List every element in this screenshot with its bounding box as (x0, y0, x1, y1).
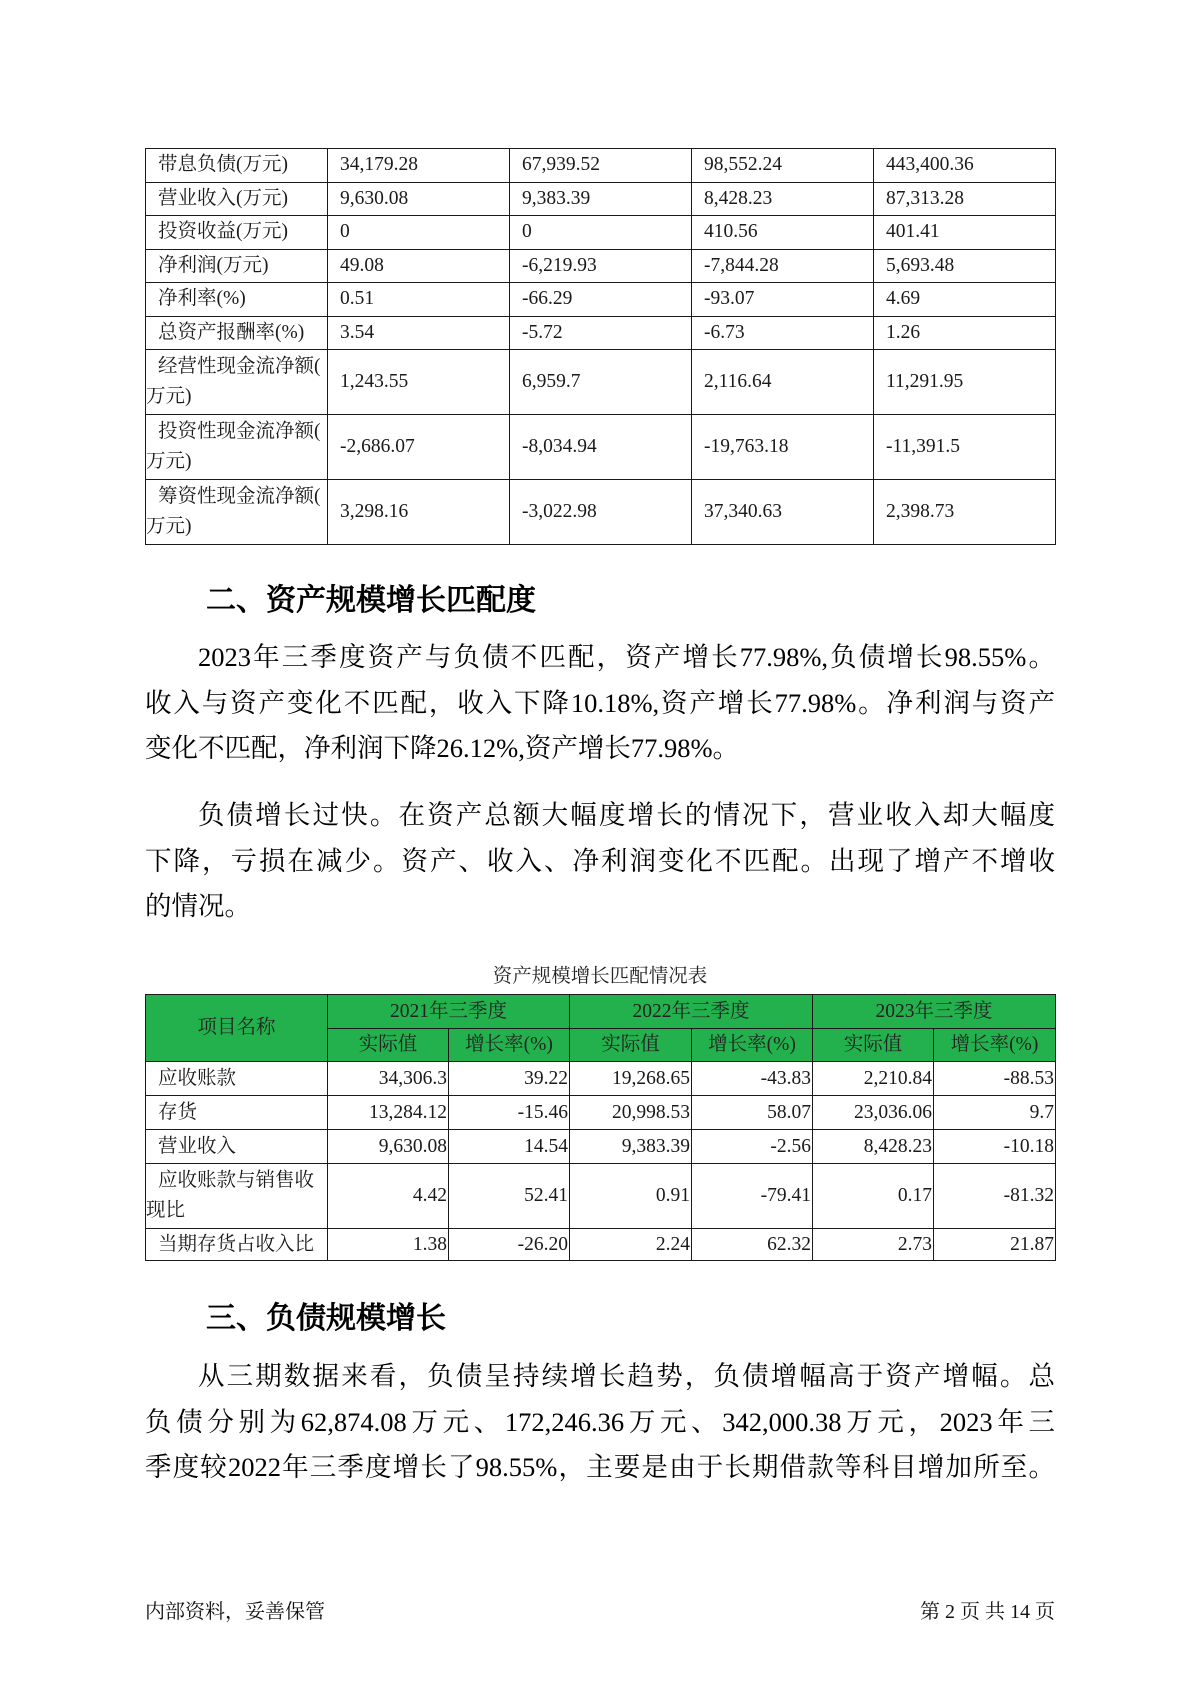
table-cell: -3,022.98 (510, 480, 692, 545)
paragraph-line: 从三期数据来看，负债呈持续增长趋势，负债增幅高于资产增幅。总 (198, 1361, 1055, 1391)
row-label: 带息负债(万元) (146, 149, 328, 183)
table-cell: 0.91 (570, 1164, 692, 1229)
table-cell: -11,391.5 (874, 415, 1056, 480)
table-cell: 4.42 (328, 1164, 449, 1229)
table-row (146, 1062, 1056, 1096)
table-cell: 4.69 (874, 283, 1056, 317)
column-header-growth: 增长率(%) (692, 1029, 813, 1062)
table-row (146, 1130, 1056, 1164)
table-cell: 62.32 (692, 1229, 813, 1261)
row-label-line: 经营性现金流净额( (158, 356, 321, 377)
paragraph-line: 的情况。 (145, 891, 251, 921)
table-row (146, 316, 1056, 350)
table-cell: -5.72 (510, 316, 692, 350)
row-label (146, 480, 328, 545)
table-cell: -81.32 (934, 1164, 1056, 1229)
row-label-line: 投资性现金流净额( (158, 421, 321, 442)
row-label: 营业收入(万元) (146, 182, 328, 216)
table-row (146, 249, 1056, 283)
table-row (146, 415, 1056, 480)
table-cell: -6,219.93 (510, 249, 692, 283)
table-cell: 34,306.3 (328, 1062, 449, 1096)
table-cell: -15.46 (449, 1096, 570, 1130)
table-row (146, 283, 1056, 317)
table-cell: 20,998.53 (570, 1096, 692, 1130)
table-cell: -43.83 (692, 1062, 813, 1096)
table-cell: 3.54 (328, 316, 510, 350)
table-row (146, 480, 1056, 545)
table-cell: 23,036.06 (813, 1096, 934, 1130)
table-cell: -8,034.94 (510, 415, 692, 480)
row-label-line: 万元) (146, 451, 192, 472)
section-heading: 二、资产规模增长匹配度 (206, 584, 536, 617)
table-cell: 0.51 (328, 283, 510, 317)
column-header-period: 2021年三季度 (328, 995, 570, 1029)
table-cell: -2,686.07 (328, 415, 510, 480)
row-label-line: 应收账款与销售收 (158, 1170, 315, 1191)
table-cell: 13,284.12 (328, 1096, 449, 1130)
row-label: 投资收益(万元) (146, 216, 328, 250)
table-cell: 98,552.24 (692, 149, 874, 183)
table-cell: -26.20 (449, 1229, 570, 1261)
row-label: 净利率(%) (146, 283, 328, 317)
table-cell: -93.07 (692, 283, 874, 317)
table-cell: 37,340.63 (692, 480, 874, 545)
column-header-actual: 实际值 (813, 1029, 934, 1062)
row-label: 净利润(万元) (146, 249, 328, 283)
paragraph (145, 793, 1055, 930)
table-cell: 9,383.39 (510, 182, 692, 216)
table-cell: 58.07 (692, 1096, 813, 1130)
table-cell: 1.26 (874, 316, 1056, 350)
table-cell: 87,313.28 (874, 182, 1056, 216)
table-cell: 11,291.95 (874, 350, 1056, 415)
row-label-line: 筹资性现金流净额( (158, 486, 321, 507)
row-label (146, 415, 328, 480)
table-cell: 52.41 (449, 1164, 570, 1229)
table-cell: -2.56 (692, 1130, 813, 1164)
column-header-period: 2022年三季度 (570, 995, 813, 1029)
table-cell: 6,959.7 (510, 350, 692, 415)
section-heading: 三、负债规模增长 (206, 1302, 446, 1335)
row-label: 当期存货占收入比 (146, 1229, 328, 1261)
paragraph (145, 1354, 1055, 1491)
table-cell: 0.17 (813, 1164, 934, 1229)
paragraph-line: 负债增长过快。在资产总额大幅度增长的情况下，营业收入却大幅度 (198, 800, 1055, 830)
table-cell: 2.73 (813, 1229, 934, 1261)
table-cell: 8,428.23 (692, 182, 874, 216)
asset-growth-match-table (145, 994, 1056, 1261)
column-header-item: 项目名称 (146, 995, 328, 1062)
table-cell: 9,383.39 (570, 1130, 692, 1164)
paragraph-line: 变化不匹配，净利润下降26.12%,资产增长77.98%。 (145, 733, 740, 763)
column-header-period: 2023年三季度 (813, 995, 1056, 1029)
paragraph (145, 635, 1055, 772)
table-cell: 2,398.73 (874, 480, 1056, 545)
row-label-line: 万元) (146, 386, 192, 407)
table-row (146, 149, 1056, 183)
row-label-line: 现比 (146, 1200, 186, 1221)
table-cell: 14.54 (449, 1130, 570, 1164)
table-row (146, 1229, 1056, 1261)
table-cell: 9,630.08 (328, 1130, 449, 1164)
table-cell: 410.56 (692, 216, 874, 250)
table-cell: 8,428.23 (813, 1130, 934, 1164)
footer-confidential-note: 内部资料，妥善保管 (145, 1601, 325, 1623)
column-header-growth: 增长率(%) (449, 1029, 570, 1062)
table-row (146, 216, 1056, 250)
paragraph-line: 下降，亏损在减少。资产、收入、净利润变化不匹配。出现了增产不增收 (145, 845, 1055, 876)
table-cell: 67,939.52 (510, 149, 692, 183)
table-cell: 1,243.55 (328, 350, 510, 415)
table-cell: -88.53 (934, 1062, 1056, 1096)
table-row (146, 182, 1056, 216)
table-cell: 39.22 (449, 1062, 570, 1096)
row-label: 总资产报酬率(%) (146, 316, 328, 350)
table-cell: 34,179.28 (328, 149, 510, 183)
table-cell: 2,210.84 (813, 1062, 934, 1096)
table-cell: -19,763.18 (692, 415, 874, 480)
row-label (146, 1164, 328, 1229)
table-cell: -7,844.28 (692, 249, 874, 283)
table-row (146, 1096, 1056, 1130)
table-cell: 5,693.48 (874, 249, 1056, 283)
table-cell: 9,630.08 (328, 182, 510, 216)
table-cell: -79.41 (692, 1164, 813, 1229)
table-row (146, 1164, 1056, 1229)
footer-page-number: 第 2 页 共 14 页 (920, 1601, 1055, 1623)
table-cell: 2.24 (570, 1229, 692, 1261)
paragraph-line: 2023年三季度资产与负债不匹配，资产增长77.98%,负债增长98.55%。 (198, 642, 1055, 672)
column-header-actual: 实际值 (328, 1029, 449, 1062)
table-cell: -6.73 (692, 316, 874, 350)
financial-indicators-table (145, 148, 1056, 545)
table-header-row (146, 995, 1056, 1029)
table-cell: 49.08 (328, 249, 510, 283)
table-cell: -66.29 (510, 283, 692, 317)
paragraph-line: 季度较2022年三季度增长了98.55%，主要是由于长期借款等科目增加所至。 (145, 1452, 1055, 1482)
row-label (146, 350, 328, 415)
paragraph-line: 负债分别为62,874.08万元、172,246.36万元、342,000.38万元，2023年三 (145, 1406, 1055, 1437)
table-cell: 19,268.65 (570, 1062, 692, 1096)
table-cell: 443,400.36 (874, 149, 1056, 183)
column-header-growth: 增长率(%) (934, 1029, 1056, 1062)
table-caption: 资产规模增长匹配情况表 (492, 966, 708, 987)
table-cell: 21.87 (934, 1229, 1056, 1261)
table-cell: -10.18 (934, 1130, 1056, 1164)
row-label: 存货 (146, 1096, 328, 1130)
table-cell: 0 (510, 216, 692, 250)
table-cell: 0 (328, 216, 510, 250)
paragraph-line: 收入与资产变化不匹配，收入下降10.18%,资产增长77.98%。净利润与资产 (145, 687, 1055, 718)
table-cell: 401.41 (874, 216, 1056, 250)
table-cell: 1.38 (328, 1229, 449, 1261)
table-cell: 3,298.16 (328, 480, 510, 545)
row-label-line: 万元) (146, 516, 192, 537)
table-cell: 9.7 (934, 1096, 1056, 1130)
table-row (146, 350, 1056, 415)
column-header-actual: 实际值 (570, 1029, 692, 1062)
table-cell: 2,116.64 (692, 350, 874, 415)
row-label: 营业收入 (146, 1130, 328, 1164)
row-label: 应收账款 (146, 1062, 328, 1096)
